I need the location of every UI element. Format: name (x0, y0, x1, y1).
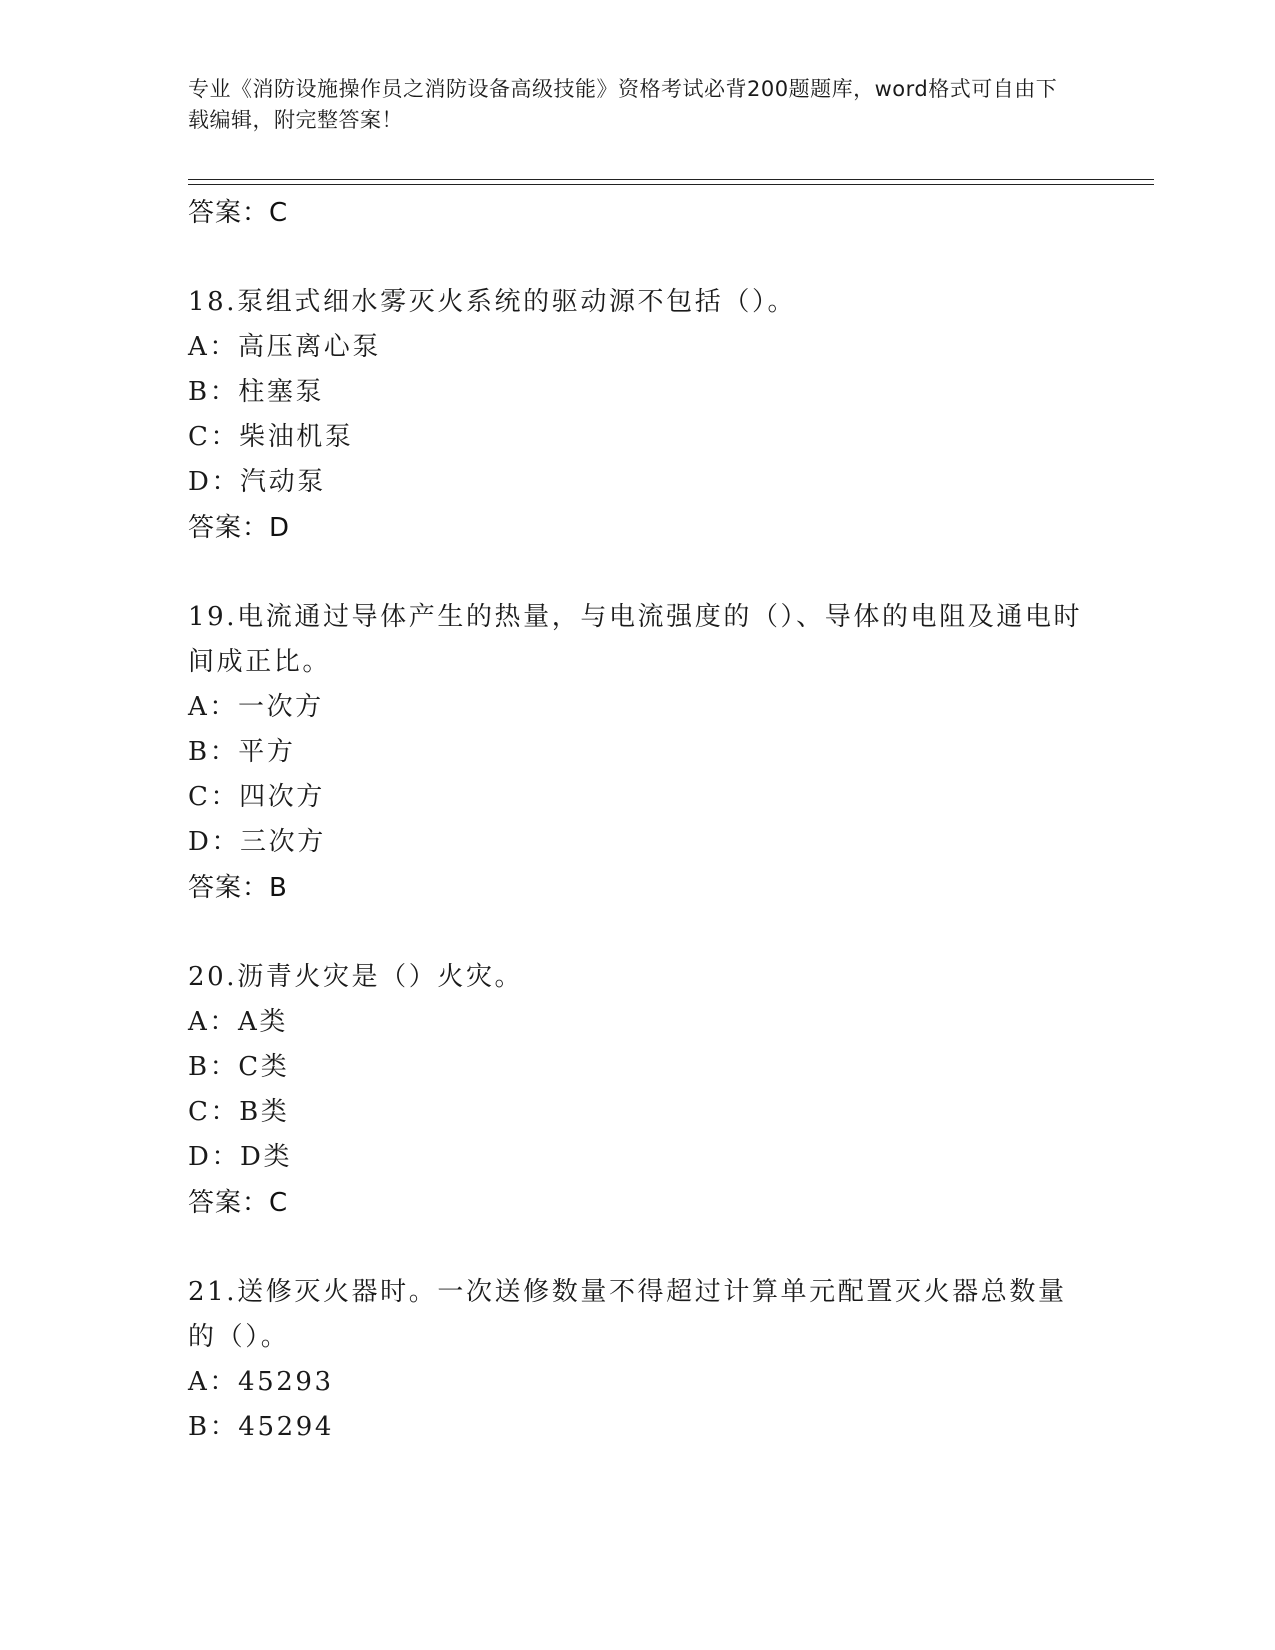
option-c: C：B类 (188, 1097, 290, 1127)
answer-line: 答案：C (188, 1188, 289, 1218)
option-b: B：C类 (188, 1052, 290, 1082)
answer-line: 答案：B (188, 873, 288, 903)
question-stem: 21.送修灭火器时。一次送修数量不得超过计算单元配置灭火器总数量的（）。 (188, 1277, 1067, 1352)
answer-line: 答案：C (188, 198, 289, 228)
option-b: B：柱塞泵 (188, 377, 325, 407)
option-d: D：汽动泵 (188, 467, 326, 497)
question-stem: 18.泵组式细水雾灭火系统的驱动源不包括（）。 (188, 287, 797, 317)
question-stem: 20.沥青火灾是（）火灾。 (188, 962, 524, 992)
header-divider-bottom (188, 184, 1154, 185)
answer-line: 答案：D (188, 513, 291, 543)
option-a: A：45293 (188, 1367, 334, 1397)
option-a: A：高压离心泵 (188, 332, 381, 362)
option-d: D：三次方 (188, 827, 326, 857)
option-d: D：D类 (188, 1142, 293, 1172)
question-block (188, 1270, 1088, 1450)
question-block (188, 595, 1088, 911)
question-list (188, 190, 1088, 1450)
option-a: A：一次方 (188, 692, 324, 722)
question-block (188, 955, 1088, 1226)
option-b: B：45294 (188, 1412, 335, 1442)
option-c: C：四次方 (188, 782, 325, 812)
option-c: C：柴油机泵 (188, 422, 354, 452)
question-block (188, 280, 1088, 551)
header-divider-top (188, 179, 1154, 180)
page-header: 专业《消防设施操作员之消防设备高级技能》资格考试必背200题题库，word格式可自由下载编辑，附完整答案！ (188, 77, 1058, 132)
question-stem: 19.电流通过导体产生的热量，与电流强度的（）、导体的电阻及通电时间成正比。 (188, 602, 1083, 677)
option-a: A：A类 (188, 1007, 288, 1037)
option-b: B：平方 (188, 737, 296, 767)
